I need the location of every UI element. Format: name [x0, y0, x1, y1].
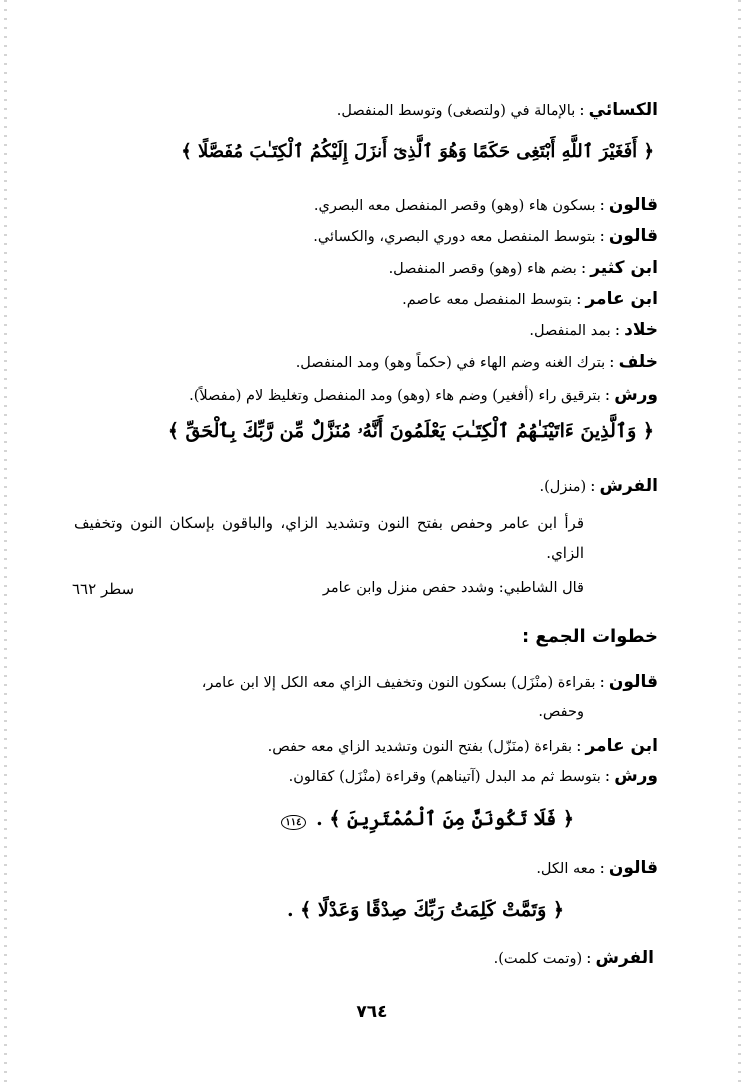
shatibi-line-ref: سطر ٦٦٢ — [72, 580, 135, 598]
reading-text: بالإمالة في (ولتصغى) وتوسط المنفصل. — [336, 103, 576, 119]
separator: : — [604, 766, 611, 785]
separator: : — [590, 476, 596, 495]
step-text-cont: وحفص. — [538, 704, 584, 720]
reciter-name: قالون — [608, 858, 658, 878]
separator: : — [579, 100, 585, 119]
quran-verse-4: ﴿ وَتَمَّتْ كَلِمَتُ رَبِّكَ صِدْقًا وَعَدْلًا ﴾ . — [286, 899, 564, 921]
separator: : — [599, 672, 605, 691]
verse-text: ﴿ فَلَا تَكُونَنَّ مِنَ ٱلْمُمْتَرِينَ ﴾ . — [316, 808, 574, 830]
separator: : — [576, 289, 582, 308]
reading-text: معه الكل. — [536, 861, 596, 877]
reading-warsh — [189, 385, 658, 405]
farsh-label: الفرش — [595, 948, 654, 968]
reading-khalaf — [296, 352, 658, 372]
separator: : — [599, 858, 605, 877]
farsh-word: (وتمت كلمت). — [493, 951, 583, 967]
farsh-munazzal — [540, 476, 658, 496]
step-text: بقراءة (منَزّل) بفتح النون وتشديد الزاي معه حفص. — [267, 739, 573, 755]
separator: : — [599, 226, 605, 245]
reciter-name: قالون — [608, 195, 658, 215]
reciter-name: قالون — [608, 226, 658, 246]
reading-ibn-kathir — [389, 258, 658, 278]
quran-verse-3 — [281, 808, 574, 830]
step-ibn-amir — [268, 736, 658, 756]
reading-text: بمد المنفصل. — [529, 323, 611, 339]
section-heading: خطوات الجمع : — [521, 626, 658, 647]
step-warsh — [289, 766, 658, 786]
reciter-name: ورش — [614, 766, 658, 786]
shatibi-quote — [323, 580, 584, 596]
reciter-name: قالون — [608, 672, 658, 692]
reciter-name: ابن عامر — [585, 289, 658, 309]
reciter-name: خلف — [618, 352, 658, 372]
reading-text: بترك الغنه وضم الهاء في (حكماً وهو) ومد المنفصل. — [295, 355, 606, 371]
reciter-name: ابن كثير — [590, 258, 658, 278]
reading-khallad — [529, 320, 658, 340]
step-text: بقراءة (منْزَل) بسكون النون وتخفيف الزاي معه الكل إلا ابن عامر، — [201, 675, 596, 691]
scan-edge-right — [738, 0, 741, 1087]
separator: : — [576, 736, 582, 755]
reciter-name: ابن عامر — [585, 736, 658, 756]
quran-verse-2: ﴿ وَٱلَّذِينَ ءَاتَيْنَـٰهُمُ ٱلْكِتَـٰبَ يَعْلَمُونَ أَنَّهُۥ مُنَزَّلٌ مِّن رَّبِّكَ بِٱلْحَقِّ ﴾ — [167, 420, 654, 442]
reading-text: بتوسط المنفصل معه عاصم. — [402, 292, 573, 308]
step-qalun — [202, 672, 658, 692]
quran-verse-1: ﴿ أَفَغَيْرَ ٱللَّهِ أَبْتَغِى حَكَمًا وَهُوَ ٱلَّذِىٓ أَنزَلَ إِلَيْكُمُ ٱلْكِتَـٰبَ مُفَصَّلًا ﴾ — [181, 141, 654, 162]
separator: : — [586, 948, 592, 967]
reciter-name: ورش — [614, 385, 658, 405]
reading-text: بترقيق راء (أفغير) وضم هاء (وهو) ومد المنفصل وتغليظ لام (مفصلاً). — [189, 388, 601, 404]
reciter-name: خلاد — [624, 320, 658, 340]
reading-qalun-2 — [313, 226, 658, 246]
farsh-tammat — [494, 948, 654, 968]
step-qalun-continuation — [538, 704, 584, 720]
separator: : — [604, 385, 611, 404]
separator: : — [599, 195, 605, 214]
page-number: ٧٦٤ — [356, 1002, 388, 1022]
farsh-word: (منزل). — [539, 479, 587, 495]
reading-kisai — [337, 100, 658, 120]
reading-ibn-amir — [402, 289, 658, 309]
reading-text: بضم هاء (وهو) وقصر المنفصل. — [388, 261, 577, 277]
farsh-label: الفرش — [599, 476, 658, 496]
explanation-paragraph: قرأ ابن عامر وحفص بفتح النون وتشديد الزاي، والباقون بإسكان النون وتخفيف الزاي. — [74, 514, 584, 562]
shatibi-text: قال الشاطبي: وشدد حفص منزل وابن عامر — [322, 580, 584, 596]
step-text: بتوسط ثم مد البدل (آتيناهم) وقراءة (منْزَل) كقالون. — [288, 769, 601, 785]
ayah-number-marker: ١١٤ — [281, 815, 305, 830]
scan-edge-left — [4, 0, 7, 1087]
reading-qalun-1 — [314, 195, 658, 215]
reading-qalun-all — [536, 858, 658, 878]
reciter-name: الكسائي — [588, 100, 658, 120]
separator: : — [614, 320, 621, 339]
separator: : — [609, 352, 615, 371]
separator: : — [580, 258, 587, 277]
reading-text: بسكون هاء (وهو) وقصر المنفصل معه البصري. — [313, 198, 596, 214]
reading-text: بتوسط المنفصل معه دوري البصري، والكسائي. — [313, 229, 596, 245]
